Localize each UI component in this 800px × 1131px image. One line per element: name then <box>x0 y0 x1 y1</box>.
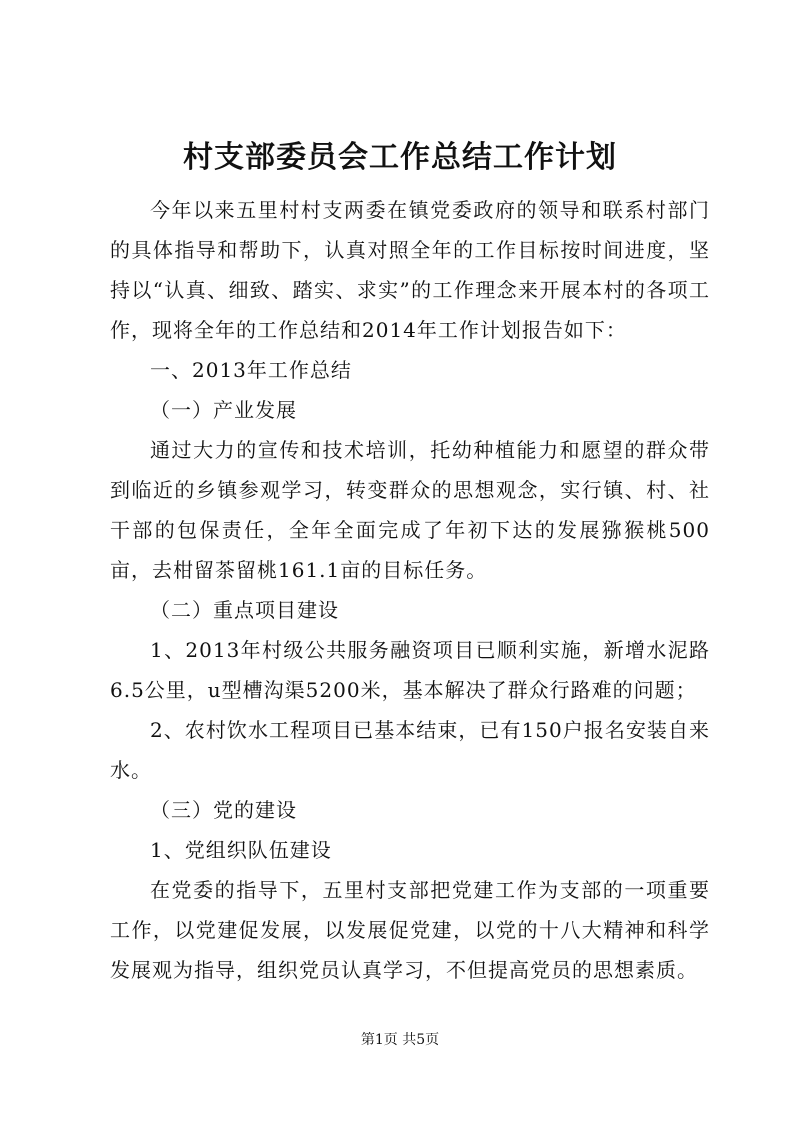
page-footer: 第1页 共5页 <box>360 1032 440 1048</box>
heading-key-projects: （二）重点项目建设 <box>150 598 339 622</box>
paragraph-project-1: 1、2013年村级公共服务融资项目已顺利实施，新增水泥路6.5公里，u型槽沟渠5200米，基本解决了群众行路难的问题； <box>110 638 710 702</box>
paragraph-party-team: 在党委的指导下，五里村支部把党建工作为支部的一项重要工作，以党建促发展，以发展促党建，以党的十八大精神和科学发展观为指导，组织党员认真学习，不但提高党员的思想素质。 <box>110 878 710 982</box>
heading-section-1: 一、2013年工作总结 <box>150 358 352 382</box>
paragraph-project-2: 2、农村饮水工程项目已基本结束，已有150户报名安装自来水。 <box>110 718 710 782</box>
paragraph-industry: 通过大力的宣传和技术培训，托幼种植能力和愿望的群众带到临近的乡镇参观学习，转变群众的思想观念，实行镇、村、社干部的包保责任，全年全面完成了年初下达的发展猕猴桃500亩，去柑留茶留桃161.1亩的目标任务。 <box>110 438 710 582</box>
heading-party-team: 1、党组织队伍建设 <box>150 838 332 862</box>
heading-industry: （一）产业发展 <box>150 398 297 422</box>
document-title: 村支部委员会工作总结工作计划 <box>183 140 617 175</box>
heading-party-building: （三）党的建设 <box>150 798 297 822</box>
paragraph-intro: 今年以来五里村村支两委在镇党委政府的领导和联系村部门的具体指导和帮助下，认真对照全年的工作目标按时间进度，坚持以“认真、细致、踏实、求实”的工作理念来开展本村的各项工作，现将全年的工作总结和2014年工作计划报告如下： <box>110 198 710 342</box>
document-body <box>110 190 710 990</box>
